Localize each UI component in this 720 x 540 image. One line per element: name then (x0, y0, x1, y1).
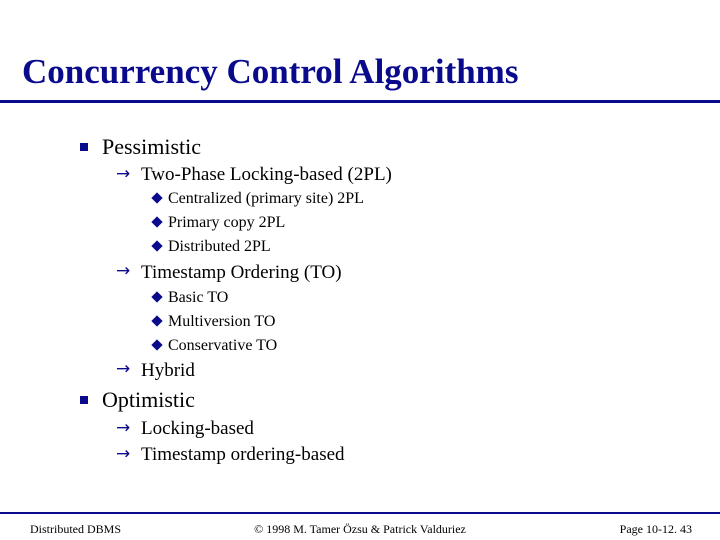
slide-title: Concurrency Control Algorithms (22, 52, 519, 91)
diamond-bullet-icon (151, 216, 162, 227)
arrow-bullet-icon: → (116, 164, 131, 184)
list-item-timestamp-ordering-based: Timestamp ordering-based (141, 444, 345, 465)
diamond-bullet-icon (151, 339, 162, 350)
footer-right: Page 10-12. 43 (619, 522, 692, 536)
diamond-bullet-icon (151, 192, 162, 203)
diamond-bullet-icon (151, 315, 162, 326)
title-underline (0, 100, 720, 103)
footer-center: © 1998 M. Tamer Özsu & Patrick Valduriez (254, 522, 466, 536)
list-item-locking-based: Locking-based (141, 418, 254, 439)
arrow-bullet-icon: → (116, 444, 131, 464)
list-item-multiversion-to: Multiversion TO (168, 313, 276, 330)
list-item-pessimistic: Pessimistic (102, 134, 202, 159)
footer-left: Distributed DBMS (30, 522, 122, 536)
list-item-centralized-2pl: Centralized (primary site) 2PL (168, 190, 364, 207)
arrow-bullet-icon: → (116, 418, 131, 438)
square-bullet-icon (80, 396, 88, 404)
list-item-2pl: Two-Phase Locking-based (2PL) (141, 164, 392, 185)
diamond-bullet-icon (151, 291, 162, 302)
list-item-primary-copy-2pl: Primary copy 2PL (168, 214, 286, 231)
square-bullet-icon (80, 143, 88, 151)
list-item-hybrid: Hybrid (141, 360, 195, 381)
arrow-bullet-icon: → (116, 359, 131, 379)
list-item-optimistic: Optimistic (102, 387, 195, 412)
list-item-distributed-2pl: Distributed 2PL (168, 238, 271, 255)
footer-rule (0, 512, 720, 514)
list-item-conservative-to: Conservative TO (168, 337, 278, 354)
diamond-bullet-icon (151, 240, 162, 251)
arrow-bullet-icon: → (116, 261, 131, 281)
list-item-to: Timestamp Ordering (TO) (141, 262, 342, 283)
list-item-basic-to: Basic TO (168, 289, 229, 306)
